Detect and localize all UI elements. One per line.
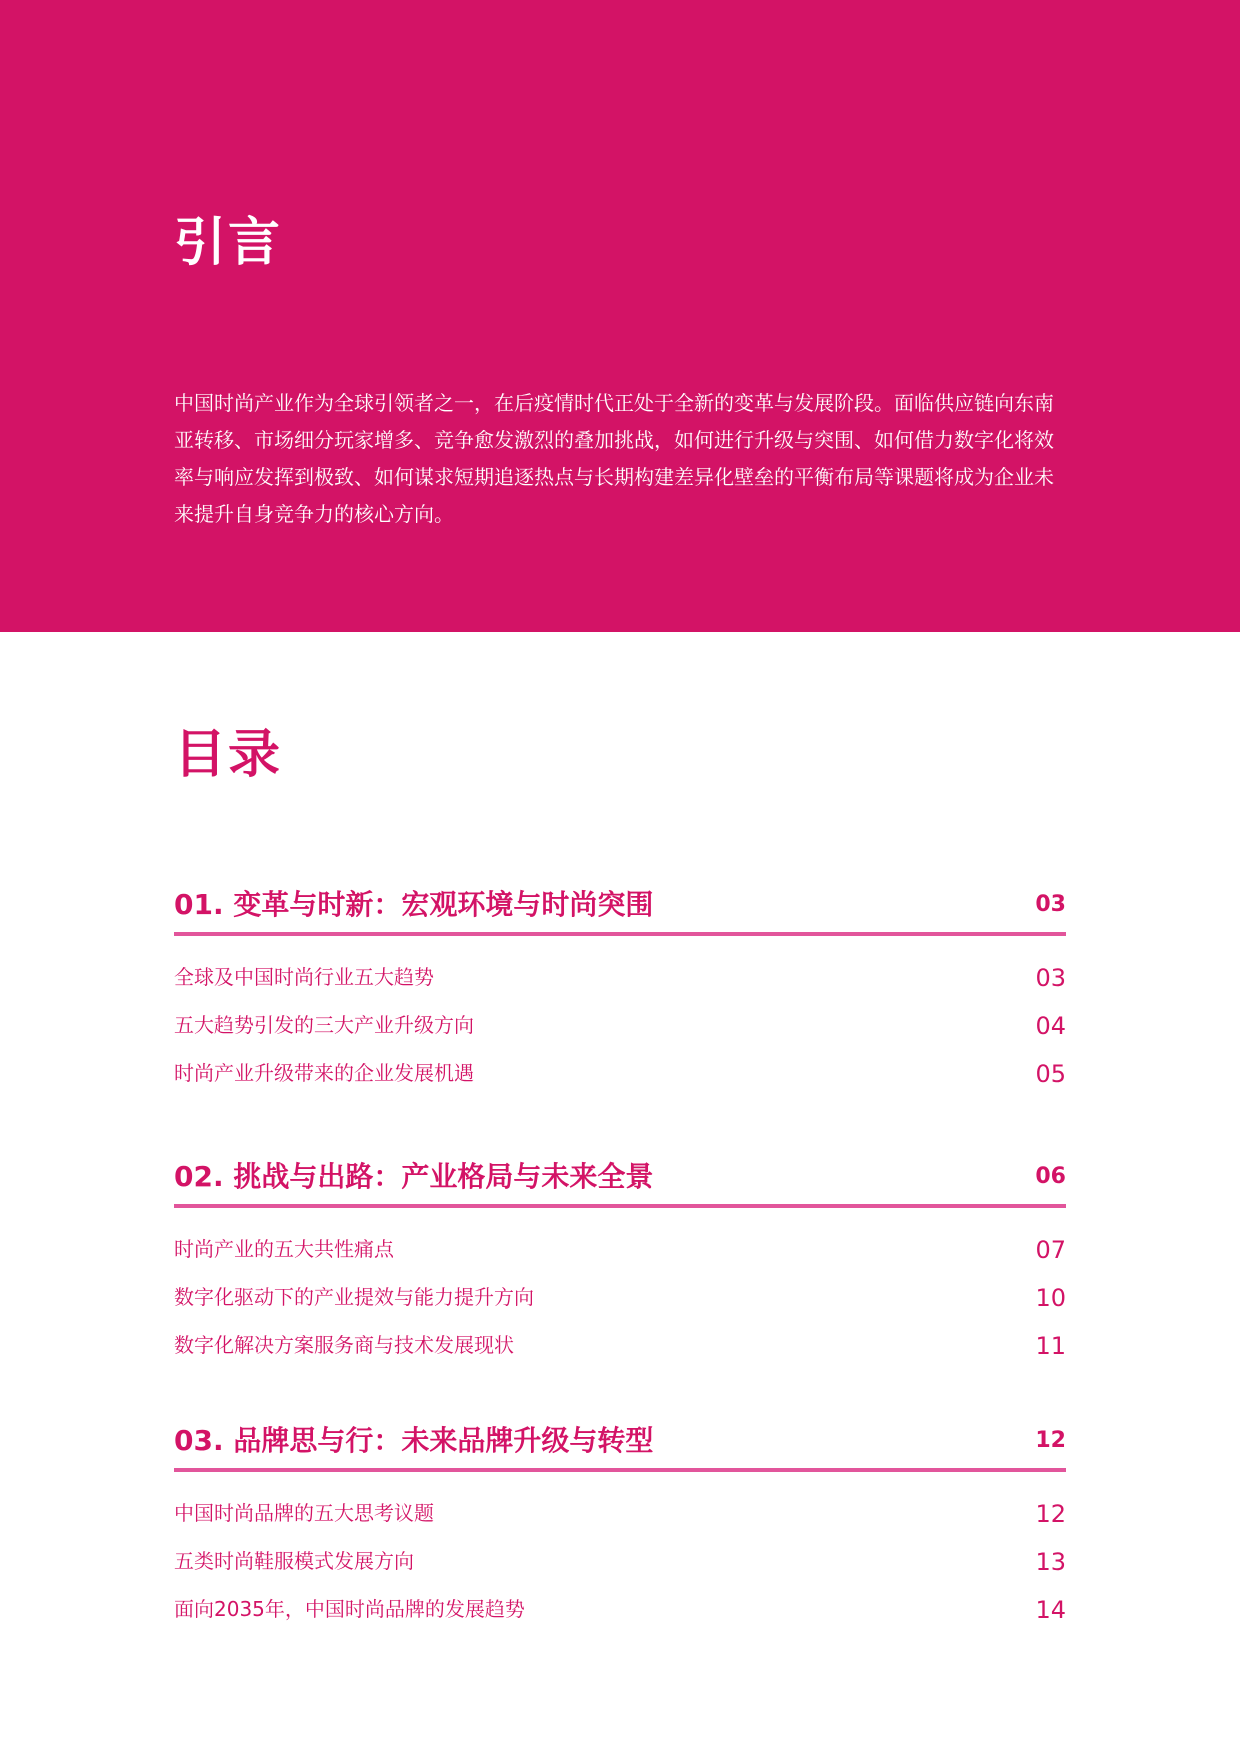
toc-item-page-number: 10 bbox=[1035, 1284, 1066, 1312]
toc-item-label: 时尚产业的五大共性痛点 bbox=[174, 1237, 394, 1261]
toc-section-01 bbox=[174, 880, 1066, 1098]
toc-item-page-number: 13 bbox=[1035, 1548, 1066, 1576]
toc-section-page-number: 12 bbox=[1035, 1428, 1066, 1453]
toc-item-label: 五大趋势引发的三大产业升级方向 bbox=[174, 1013, 474, 1037]
toc-item[interactable] bbox=[174, 1538, 1066, 1586]
toc-item-page-number: 03 bbox=[1035, 964, 1066, 992]
toc-section-03 bbox=[174, 1416, 1066, 1634]
toc-section-header[interactable] bbox=[174, 880, 1066, 936]
toc-section-title: 01. 变革与时新：宏观环境与时尚突围 bbox=[174, 888, 654, 921]
toc-item-page-number: 07 bbox=[1035, 1236, 1066, 1264]
toc-item[interactable] bbox=[174, 1226, 1066, 1274]
toc-item-page-number: 04 bbox=[1035, 1012, 1066, 1040]
toc-title: 目录 bbox=[174, 725, 283, 785]
toc-item-label: 数字化驱动下的产业提效与能力提升方向 bbox=[174, 1285, 534, 1309]
intro-band bbox=[0, 0, 1240, 632]
toc-item-page-number: 14 bbox=[1035, 1596, 1066, 1624]
toc-item-page-number: 11 bbox=[1035, 1332, 1066, 1360]
toc-item[interactable] bbox=[174, 1050, 1066, 1098]
toc-item[interactable] bbox=[174, 1274, 1066, 1322]
toc-item[interactable] bbox=[174, 954, 1066, 1002]
toc-item-label: 时尚产业升级带来的企业发展机遇 bbox=[174, 1061, 474, 1085]
toc-item-label: 面向2035年，中国时尚品牌的发展趋势 bbox=[174, 1597, 525, 1621]
toc-item-list bbox=[174, 1226, 1066, 1370]
toc-item[interactable] bbox=[174, 1490, 1066, 1538]
toc-item-label: 数字化解决方案服务商与技术发展现状 bbox=[174, 1333, 514, 1357]
toc-item-label: 五类时尚鞋服模式发展方向 bbox=[174, 1549, 414, 1573]
toc-item-list bbox=[174, 954, 1066, 1098]
toc-item-page-number: 05 bbox=[1035, 1060, 1066, 1088]
intro-paragraph: 中国时尚产业作为全球引领者之一，在后疫情时代正处于全新的变革与发展阶段。面临供应链向东南亚转移、市场细分玩家增多、竞争愈发激烈的叠加挑战，如何进行升级与突围、如何借力数字化将效率与响应发挥到极致、如何谋求短期追逐热点与长期构建差异化壁垒的平衡布局等课题将成为企业未来提升自身竞争力的核心方向。 bbox=[174, 391, 1054, 526]
toc-section-page-number: 03 bbox=[1035, 892, 1066, 917]
toc-item[interactable] bbox=[174, 1586, 1066, 1634]
toc-item-page-number: 12 bbox=[1035, 1500, 1066, 1528]
toc-section-02 bbox=[174, 1152, 1066, 1370]
toc-section-header[interactable] bbox=[174, 1152, 1066, 1208]
toc-section-page-number: 06 bbox=[1035, 1164, 1066, 1189]
toc-section-title: 02. 挑战与出路：产业格局与未来全景 bbox=[174, 1160, 654, 1193]
toc-item-list bbox=[174, 1490, 1066, 1634]
toc-item[interactable] bbox=[174, 1322, 1066, 1370]
toc-item[interactable] bbox=[174, 1002, 1066, 1050]
toc-item-label: 全球及中国时尚行业五大趋势 bbox=[174, 965, 434, 989]
intro-title: 引言 bbox=[174, 213, 283, 273]
toc-section-header[interactable] bbox=[174, 1416, 1066, 1472]
toc-item-label: 中国时尚品牌的五大思考议题 bbox=[174, 1501, 434, 1525]
toc-section-title: 03. 品牌思与行：未来品牌升级与转型 bbox=[174, 1424, 654, 1457]
